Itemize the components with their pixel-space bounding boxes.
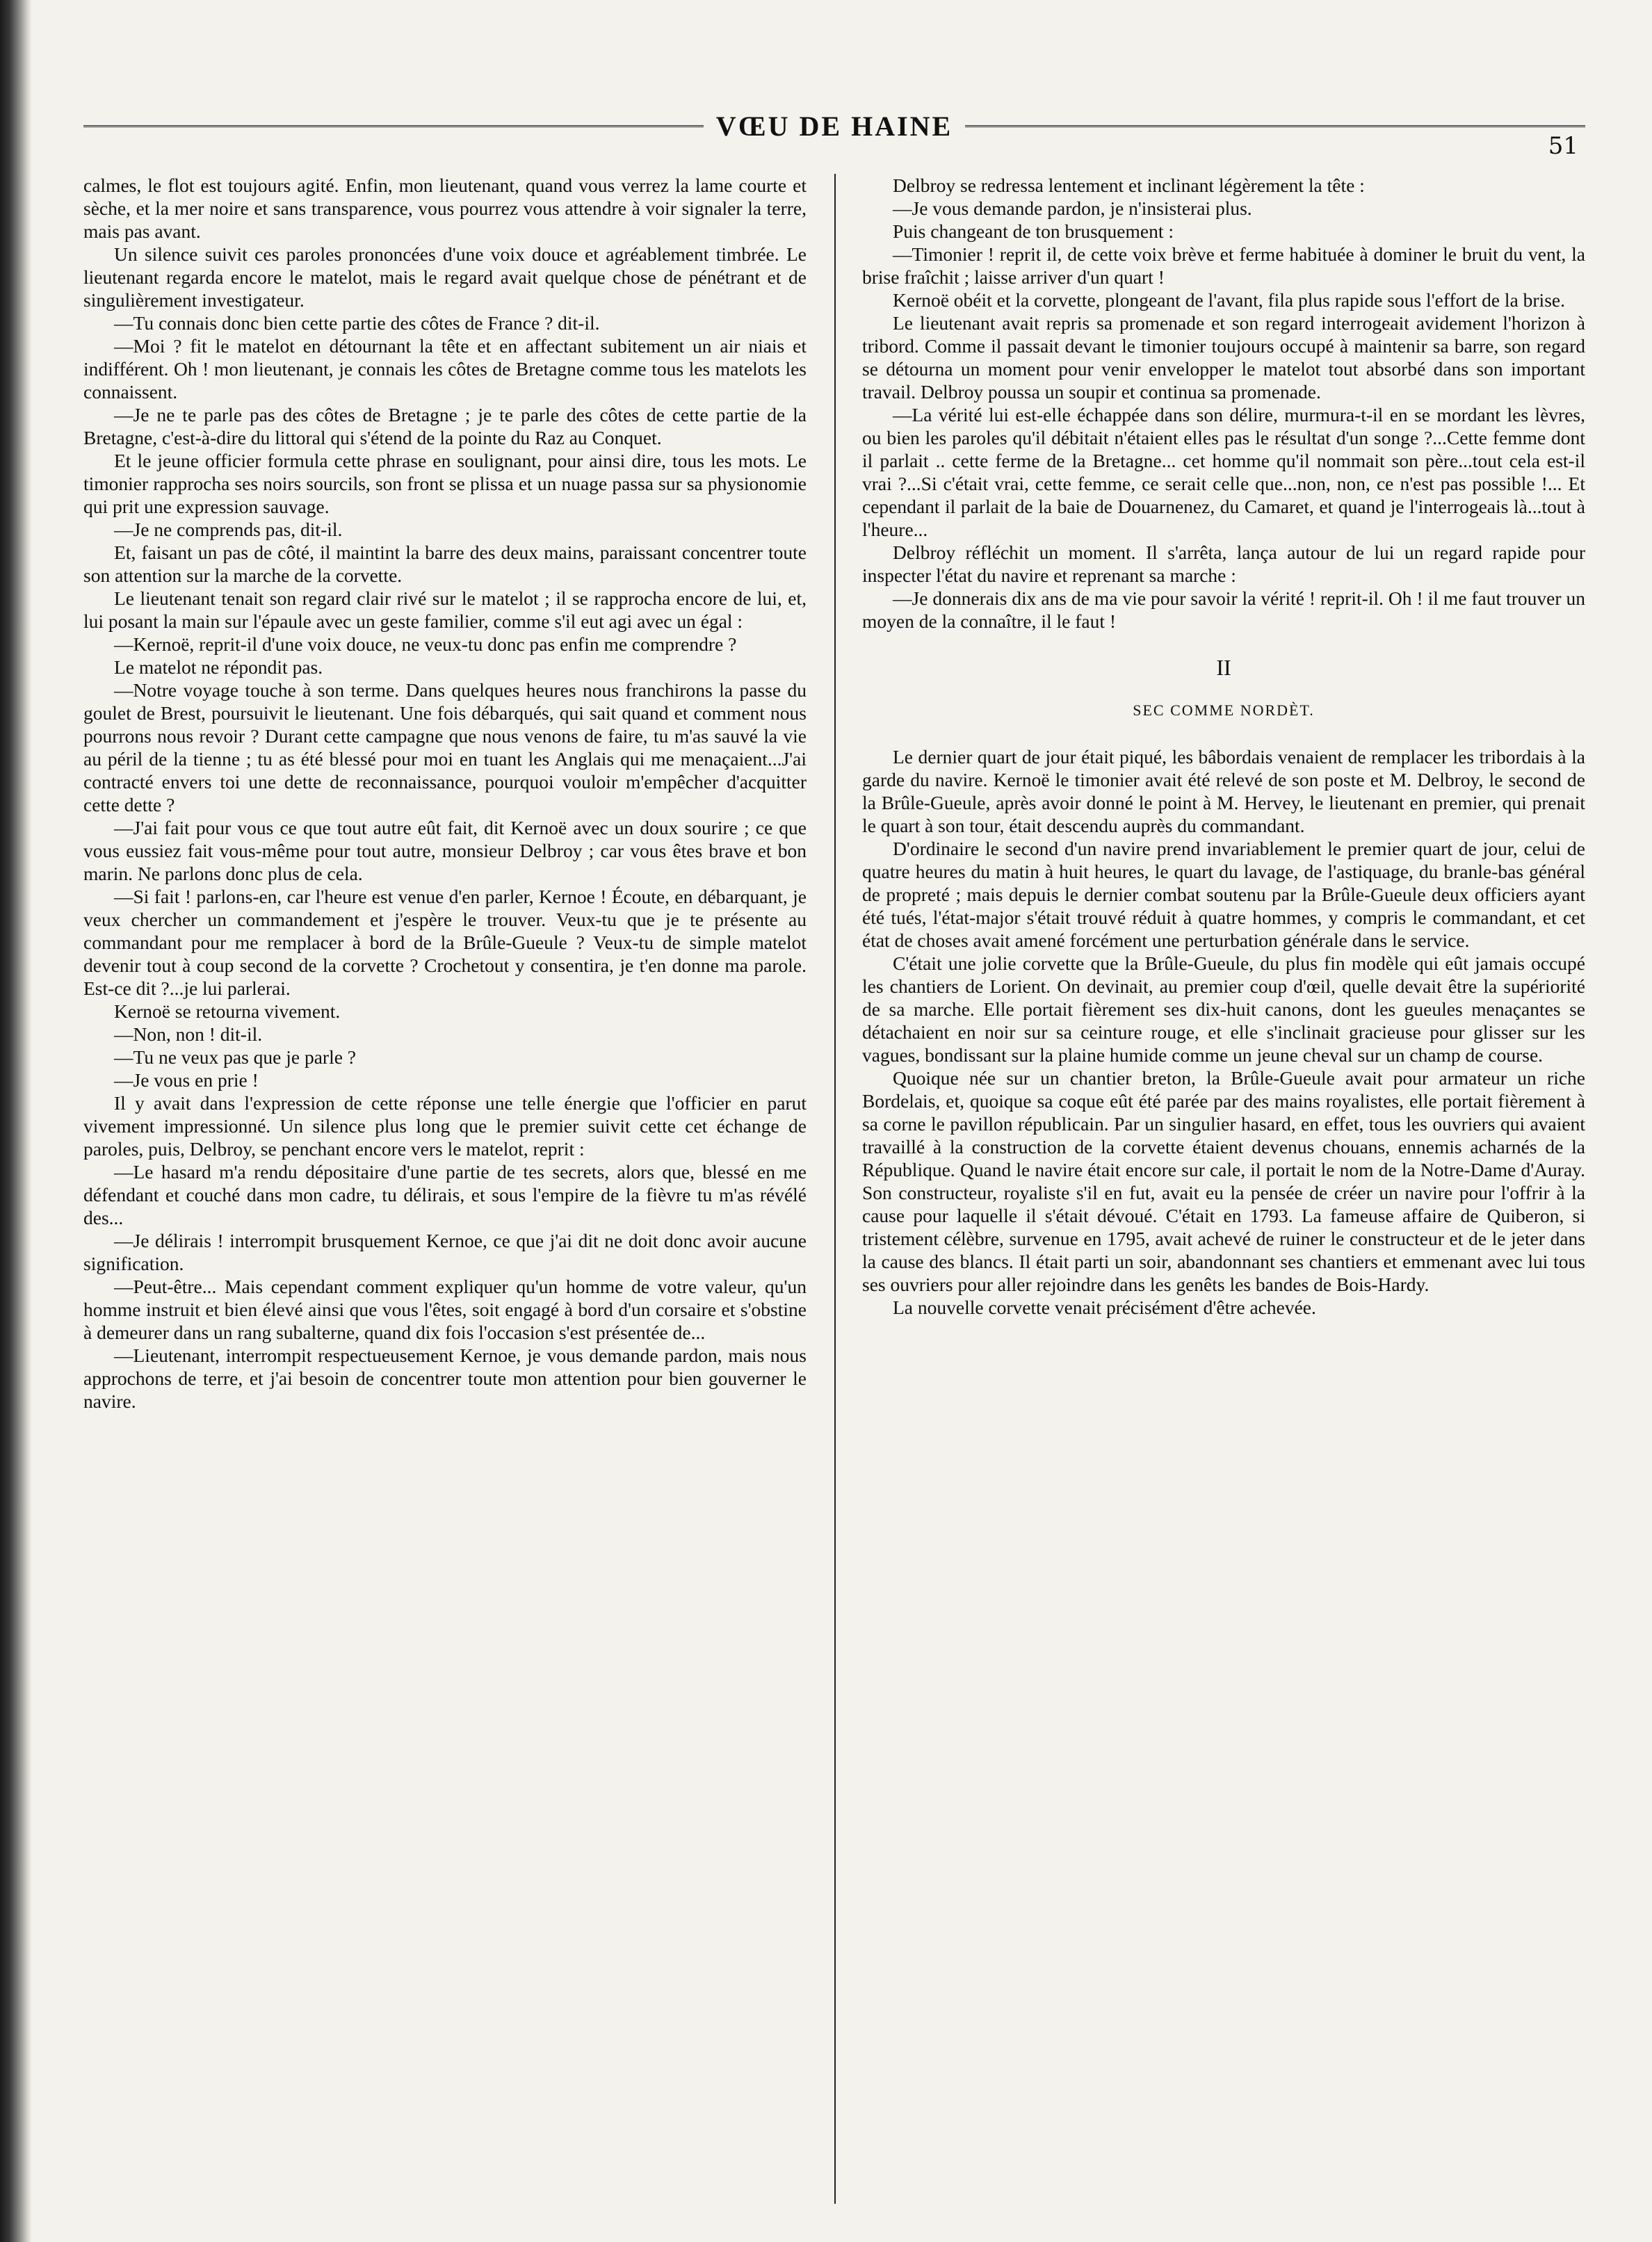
column-divider bbox=[834, 174, 836, 2204]
paragraph: C'était une jolie corvette que la Brûle-Gueule, du plus fin modèle qui eût jamais occupé les chantiers de Lorient. On devinait, au premier coup d'œil, quelle devait être la supériorité de sa marche. Elle portait fièrement ses dix-huit canons, dont les gueules menaçantes se détachaient en noir sur sa ceinture rouge, et elle s'inclinait gracieuse pour glisser sur les vagues, bondissant sur la plaine humide comme un jeune cheval sur un champ de course. bbox=[862, 952, 1585, 1066]
paragraph: —Tu connais donc bien cette partie des côtes de France ? dit-il. bbox=[114, 312, 600, 334]
right-column bbox=[862, 174, 1585, 1319]
paragraph: —Kernoë, reprit-il d'une voix douce, ne veux-tu donc pas enfin me comprendre ? bbox=[114, 633, 737, 655]
paragraph: —La vérité lui est-elle échappée dans son délire, murmura-t-il en se mordant les lèvres, ou bien les paroles qu'il débitait n'étaient elles pas le résultat d'un songe ?...Cette femme dont il parlait .. cette ferme de la Bretagne... cet homme qu'il nommait son père...tout cela est-il vrai ?...Si c'était vrai, cette femme, ce serait celle que...non, non, ce n'est pas possible !... Et cependant il parlait de la baie de Douarnenez, du Camaret, et quand je l'interrogeais là...tout à l'heure... bbox=[862, 404, 1585, 540]
paragraph: Kernoë obéit et la corvette, plongeant de l'avant, fila plus rapide sous l'effort de la brise. bbox=[893, 289, 1565, 311]
section-title: SEC COMME NORDÈT. bbox=[1133, 701, 1315, 719]
paragraph: Et le jeune officier formula cette phrase en soulignant, pour ainsi dire, tous les mots. Le timonier rapprocha ses noirs sourcils, son front se plissa et un nuage passa sur sa physionomie qui prit une expression sauvage. bbox=[83, 450, 807, 517]
left-column bbox=[83, 174, 807, 1413]
paragraph: Delbroy réfléchit un moment. Il s'arrêta, lança autour de lui un regard rapide pour inspecter l'état du navire et reprenant sa marche : bbox=[862, 542, 1585, 586]
paragraph: —Non, non ! dit-il. bbox=[114, 1023, 263, 1045]
paragraph: —Le hasard m'a rendu dépositaire d'une partie de tes secrets, alors que, blessé en me défendant et couché dans mon cadre, tu délirais, et sous l'empire de la fièvre tu m'as révélé des... bbox=[83, 1161, 807, 1228]
paragraph: —Je vous demande pardon, je n'insisterai plus. bbox=[893, 197, 1252, 219]
paragraph: —Je délirais ! interrompit brusquement Kernoe, ce que j'ai dit ne doit donc avoir aucune signification. bbox=[83, 1230, 807, 1274]
paragraph: D'ordinaire le second d'un navire prend invariablement le premier quart de jour, celui de quatre heures du matin à huit heures, le quart du lavage, de l'astiquage, du branle-bas général de propreté ; mais depuis le dernier combat soutenu par la Brûle-Gueule deux officiers ayant été tués, l'état-major s'était trouvé réduit à quatre hommes, y compris le commandant, et cet état de choses avait amené forcément une perturbation générale dans le service. bbox=[862, 838, 1585, 951]
book-page bbox=[83, 97, 1585, 2211]
paragraph: Kernoë se retourna vivement. bbox=[114, 1000, 341, 1022]
paragraph: —Je vous en prie ! bbox=[114, 1069, 259, 1091]
paragraph: La nouvelle corvette venait précisément d'être achevée. bbox=[893, 1297, 1316, 1318]
paragraph: Le lieutenant avait repris sa promenade et son regard interrogeait avidement l'horizon à tribord. Comme il passait devant le timonier toujours occupé à maintenir sa barre, son regard se détourna un moment pour venir envelopper le matelot tout absorbé dans son important travail. Delbroy poussa un soupir et continua sa promenade. bbox=[862, 312, 1585, 403]
paragraph: —Je ne comprends pas, dit-il. bbox=[114, 519, 343, 540]
section-number: II bbox=[1216, 655, 1231, 680]
paragraph: Quoique née sur un chantier breton, la Brûle-Gueule avait pour armateur un riche Bordelais, et, quoique sa coque eût été parée par des mains royalistes, elle portait fièrement à sa corne le pavillon républicain. Par un singulier hasard, en effet, tous les ouvriers qui avaient travaillé à la construction de la corvette étaient devenus chouans, ennemis acharnés de la République. Quand le navire était encore sur cale, il portait le nom de la Notre-Dame d'Auray. Son constructeur, royaliste s'il en fut, avait eu la pensée de créer un navire pour l'offrir à la cause pour laquelle il s'était dévoué. C'était en 1793. La fameuse affaire de Quiberon, si tristement célèbre, survenue en 1795, avait achevé de ruiner le constructeur et de le jeter dans la cause des blancs. Il était parti un soir, abandonnant ses chantiers et emmenant avec lui tous ses ouvriers pour aller rejoindre dans les genêts les bandes de Bois-Hardy. bbox=[862, 1067, 1585, 1295]
paragraph: Le dernier quart de jour était piqué, les bâbordais venaient de remplacer les tribordais à la garde du navire. Kernoë le timonier avait été relevé de son poste et M. Delbroy, le second de la Brûle-Gueule, après avoir donné le point à M. Hervey, le lieutenant en premier, qui prenait le quart à son tour, était descendu auprès du commandant. bbox=[862, 746, 1585, 836]
paragraph: Le matelot ne répondit pas. bbox=[114, 656, 323, 678]
paragraph: —Lieutenant, interrompit respectueusement Kernoe, je vous demande pardon, mais nous approchons de terre, et j'ai besoin de concentrer toute mon attention pour bien gouverner le navire. bbox=[83, 1345, 807, 1412]
paragraph: —Moi ? fit le matelot en détournant la tête et en affectant subitement un air niais et indifférent. Oh ! mon lieutenant, je connais les côtes de Bretagne comme tous les matelots les connaissent. bbox=[83, 335, 807, 403]
paragraph: —Timonier ! reprit il, de cette voix brève et ferme habituée à dominer le bruit du vent, la brise fraîchit ; laisse arriver d'un quart ! bbox=[862, 243, 1585, 288]
paragraph: —J'ai fait pour vous ce que tout autre eût fait, dit Kernoë avec un doux sourire ; ce que vous eussiez fait vous-même pour tout autre, monsieur Delbroy ; car vous êtes brave et bon marin. Ne parlons donc plus de cela. bbox=[83, 817, 807, 884]
paragraph: Il y avait dans l'expression de cette réponse une telle énergie que l'officier en parut vivement impressionné. Un silence plus long que le premier suivit cette cet échange de paroles, puis, Delbroy, se penchant encore vers le matelot, reprit : bbox=[83, 1092, 807, 1160]
paragraph: —Je ne te parle pas des côtes de Bretagne ; je te parle des côtes de cette partie de la Bretagne, c'est-à-dire du littoral qui s'étend de la pointe du Raz au Conquet. bbox=[83, 404, 807, 448]
page-number: 51 bbox=[1548, 132, 1578, 160]
paragraph: —Notre voyage touche à son terme. Dans quelques heures nous franchirons la passe du goulet de Brest, poursuivit le lieutenant. Une fois débarqués, qui sait quand et comment nous pourrons nous revoir ? Durant cette campagne que nous venons de faire, tu m'as sauvé la vie au péril de la tienne ; tu as été blessé pour moi en tuant les Anglais qui me menaçaient...J'ai contracté envers toi une dette de reconnaissance, pourquoi vouloir m'empêcher d'acquitter cette dette ? bbox=[83, 679, 807, 815]
paragraph: —Je donnerais dix ans de ma vie pour savoir la vérité ! reprit-il. Oh ! il me faut trouver un moyen de la connaître, il le faut ! bbox=[862, 587, 1585, 632]
page-header bbox=[83, 97, 1585, 160]
paragraph: calmes, le flot est toujours agité. Enfin, mon lieutenant, quand vous verrez la lame courte et sèche, et la mer noire et sans transparence, vous pourrez vous attendre à voir signaler la terre, mais pas avant. bbox=[83, 174, 807, 242]
running-title: VŒU DE HAINE bbox=[704, 111, 965, 142]
paragraph: —Tu ne veux pas que je parle ? bbox=[114, 1046, 356, 1068]
paragraph: Le lieutenant tenait son regard clair rivé sur le matelot ; il se rapprocha encore de lui, et, lui posant la main sur l'épaule avec un geste familier, comme s'il eut agi avec un égal : bbox=[83, 587, 807, 632]
paragraph: —Peut-être... Mais cependant comment expliquer qu'un homme de votre valeur, qu'un homme instruit et bien élevé ainsi que vous l'êtes, soit engagé à bord d'un corsaire et s'obstine à demeurer dans un rang subalterne, quand dix fois l'occasion s'est présentée de... bbox=[83, 1276, 807, 1343]
paragraph: Delbroy se redressa lentement et inclinant légèrement la tête : bbox=[893, 174, 1365, 196]
paragraph: Et, faisant un pas de côté, il maintint la barre des deux mains, paraissant concentrer toute son attention sur la marche de la corvette. bbox=[83, 542, 807, 586]
paragraph: Puis changeant de ton brusquement : bbox=[893, 220, 1174, 242]
paragraph: —Si fait ! parlons-en, car l'heure est venue d'en parler, Kernoe ! Écoute, en débarquant, je veux chercher un commandement et j'espère le trouver. Veux-tu que je te présente au commandant pour me remplacer à bord de la Brûle-Gueule ? Veux-tu de simple matelot devenir tout à coup second de la corvette ? Crochetout y consentira, je t'en donne ma parole. Est-ce dit ?...je lui parlerai. bbox=[83, 886, 807, 999]
text-columns bbox=[83, 174, 1585, 2204]
paragraph: Un silence suivit ces paroles prononcées d'une voix douce et agréablement timbrée. Le lieutenant regarda encore le matelot, mais le regard avait quelque chose de pénétrant et de singulièrement investigateur. bbox=[83, 243, 807, 311]
book-spine-shadow bbox=[0, 0, 32, 2242]
